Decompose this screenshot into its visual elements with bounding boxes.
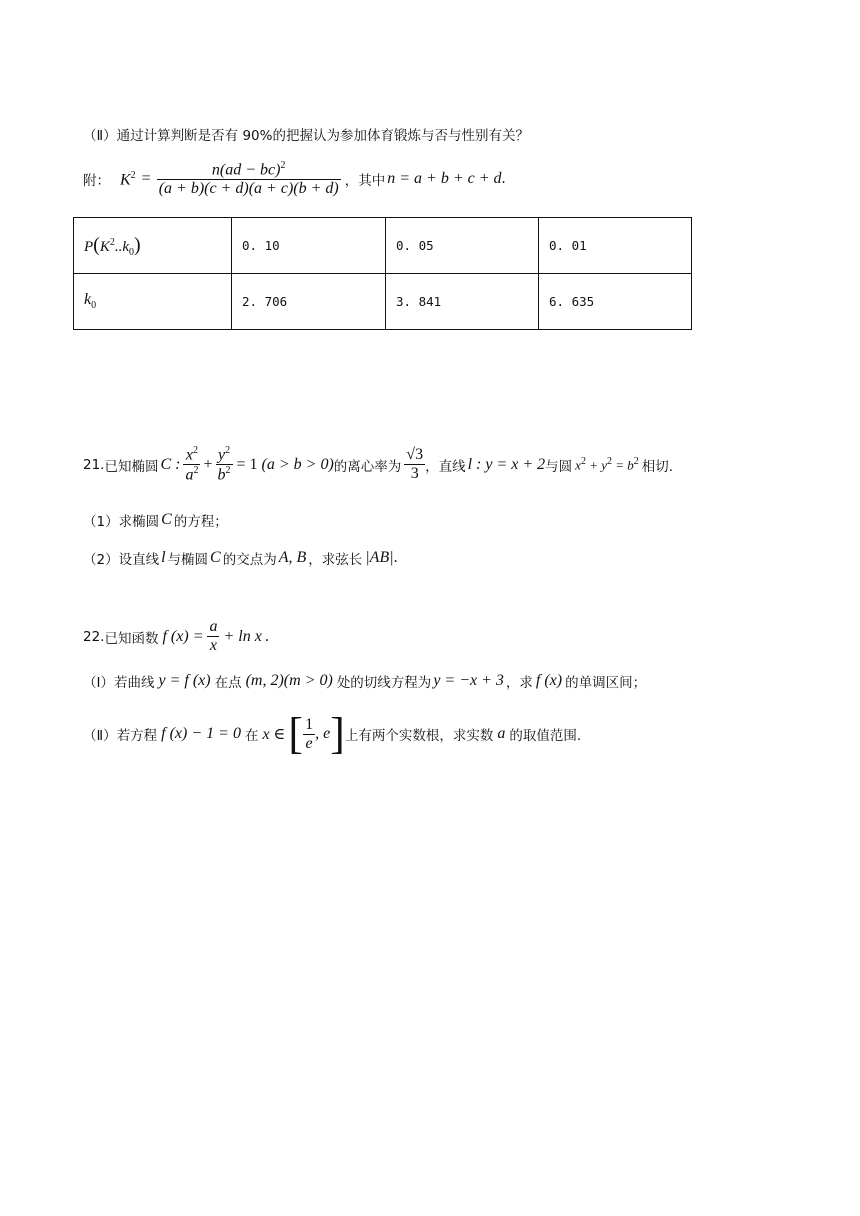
ellipse-y-term: $\frac{y^2}{b^2}$ (217, 445, 231, 484)
table-cell: $P(K^2..k_0)$ (74, 218, 232, 274)
q21-part2-end: . (393, 549, 398, 566)
tangent-equation: y = −x + 3 (433, 672, 504, 689)
ellipse-C: C (210, 549, 221, 566)
q22-part1-text-4: ，求 (505, 675, 533, 691)
table-cell: 0. 05 (386, 218, 539, 274)
table-cell: 0. 01 (539, 218, 692, 274)
q21-part2 (83, 548, 398, 568)
interval-e: , e (315, 725, 331, 742)
ellipse-x-term: $\frac{x^2}{a^2}$ (185, 445, 199, 484)
q21-part2-text-2: 与椭圆 (167, 552, 209, 568)
q22-statement (83, 618, 269, 655)
right-bracket: ] (330, 709, 345, 758)
q21-text-5: 相切. (641, 458, 674, 475)
q22-part2-text-3: 上有两个实数根，求实数 (344, 728, 494, 744)
table-cell: 0. 10 (232, 218, 386, 274)
q21-text-1: 已知椭圆 (104, 458, 159, 475)
appendix-prefix: 附： (83, 173, 110, 190)
table-cell: 3. 841 (386, 274, 539, 330)
ellipse-equals: = 1 (236, 455, 258, 473)
q22-text-1: 已知函数 (104, 630, 159, 647)
ellipse-C: C (161, 511, 172, 528)
n-definition: n = a + b + c + d (387, 170, 502, 188)
q22-part2-label: （Ⅱ） (83, 728, 117, 744)
q21-part2-text-1: 设直线 (118, 552, 160, 568)
q21-number: 21. (83, 456, 105, 473)
function-rest: + ln x (223, 627, 262, 645)
tangent-point: (m, 2)(m > 0) (245, 672, 333, 689)
function-fraction: $\frac{a}{x}$ (209, 618, 218, 654)
chord-length: |AB| (365, 549, 394, 566)
q21-part1-end: 的方程； (173, 514, 228, 530)
formula-lhs: $K^2$ (120, 169, 136, 188)
curve-equation: y = f (x) (158, 672, 211, 689)
q22-part1 (83, 671, 646, 691)
table-cell: $k_0$ (74, 274, 232, 330)
plus-sign: + (203, 455, 213, 473)
critical-value-table (73, 217, 692, 330)
table-cell: 6. 635 (539, 274, 692, 330)
q22-part1-text-1: 若曲线 (113, 675, 155, 691)
circle-equation: $x^2 + y^2 = b^2$ (575, 456, 639, 473)
ellipse-name: C : (160, 455, 181, 473)
appendix-end: . (501, 170, 506, 188)
q22-part2-text-4: 的取值范围. (509, 728, 582, 744)
q22-part1-text-3: 处的切线方程为 (336, 675, 432, 691)
table-row (74, 274, 692, 330)
function-lhs: f (x) = (162, 627, 204, 645)
x-in: x ∈ (262, 726, 286, 743)
eccentricity: $\frac{√3}{3}$ (406, 446, 424, 483)
equation: f (x) − 1 = 0 (161, 725, 241, 742)
q21-part1-text: 求椭圆 (118, 514, 160, 530)
function-fx: f (x) (535, 672, 563, 689)
appendix-formula (83, 160, 506, 198)
table-row (74, 218, 692, 274)
formula-fraction: $\frac{n(ad - bc)^2}{(a + b)(c + d)(a + c)(b + d)}$ (158, 160, 339, 198)
formula-equals: = (141, 170, 151, 188)
q20-part2-label: （Ⅱ） (83, 128, 117, 144)
q20-part2-text: 通过计算判断是否有 90%的把握认为参加体育锻炼与否与性别有关？ (116, 128, 529, 144)
appendix-mid: ，其中 (344, 173, 386, 190)
formula-numerator: n(ad − bc) (211, 161, 281, 179)
q21-part2-label: （2） (83, 552, 119, 568)
line-equation: l : y = x + 2 (467, 455, 546, 473)
q21-text-2: 的离心率为 (333, 458, 402, 475)
q22-part1-label: （Ⅰ） (83, 675, 114, 691)
q22-end: . (264, 627, 269, 645)
q20-part2 (83, 124, 529, 144)
q22-part2-text-1: 若方程 (116, 728, 158, 744)
q21-part1 (83, 510, 228, 530)
table-cell: 2. 706 (232, 274, 386, 330)
q22-number: 22. (83, 628, 105, 645)
q22-part1-text-2: 在点 (214, 675, 242, 691)
formula-denominator: (a + b)(c + d)(a + c)(b + d) (158, 180, 339, 198)
q21-text-4: 与圆 (545, 458, 573, 475)
param-a: a (497, 725, 506, 742)
q21-text-3: ，直线 (425, 458, 466, 475)
ellipse-condition: (a > b > 0) (261, 455, 334, 473)
q22-part1-text-5: 的单调区间； (565, 675, 647, 691)
q21-part1-label: （1） (83, 514, 119, 530)
interval-fraction: $\frac{1}{e}$ (305, 715, 314, 752)
q22-part2 (83, 709, 582, 758)
left-bracket: [ (288, 709, 304, 758)
points-AB: A, B (278, 549, 307, 566)
q21-part2-text-3: 的交点为 (222, 552, 277, 568)
q22-part2-text-2: 在 (244, 728, 259, 744)
line-l: l (161, 549, 166, 566)
q21-part2-text-4: ，求弦长 (308, 552, 363, 568)
q21-statement (83, 445, 673, 485)
